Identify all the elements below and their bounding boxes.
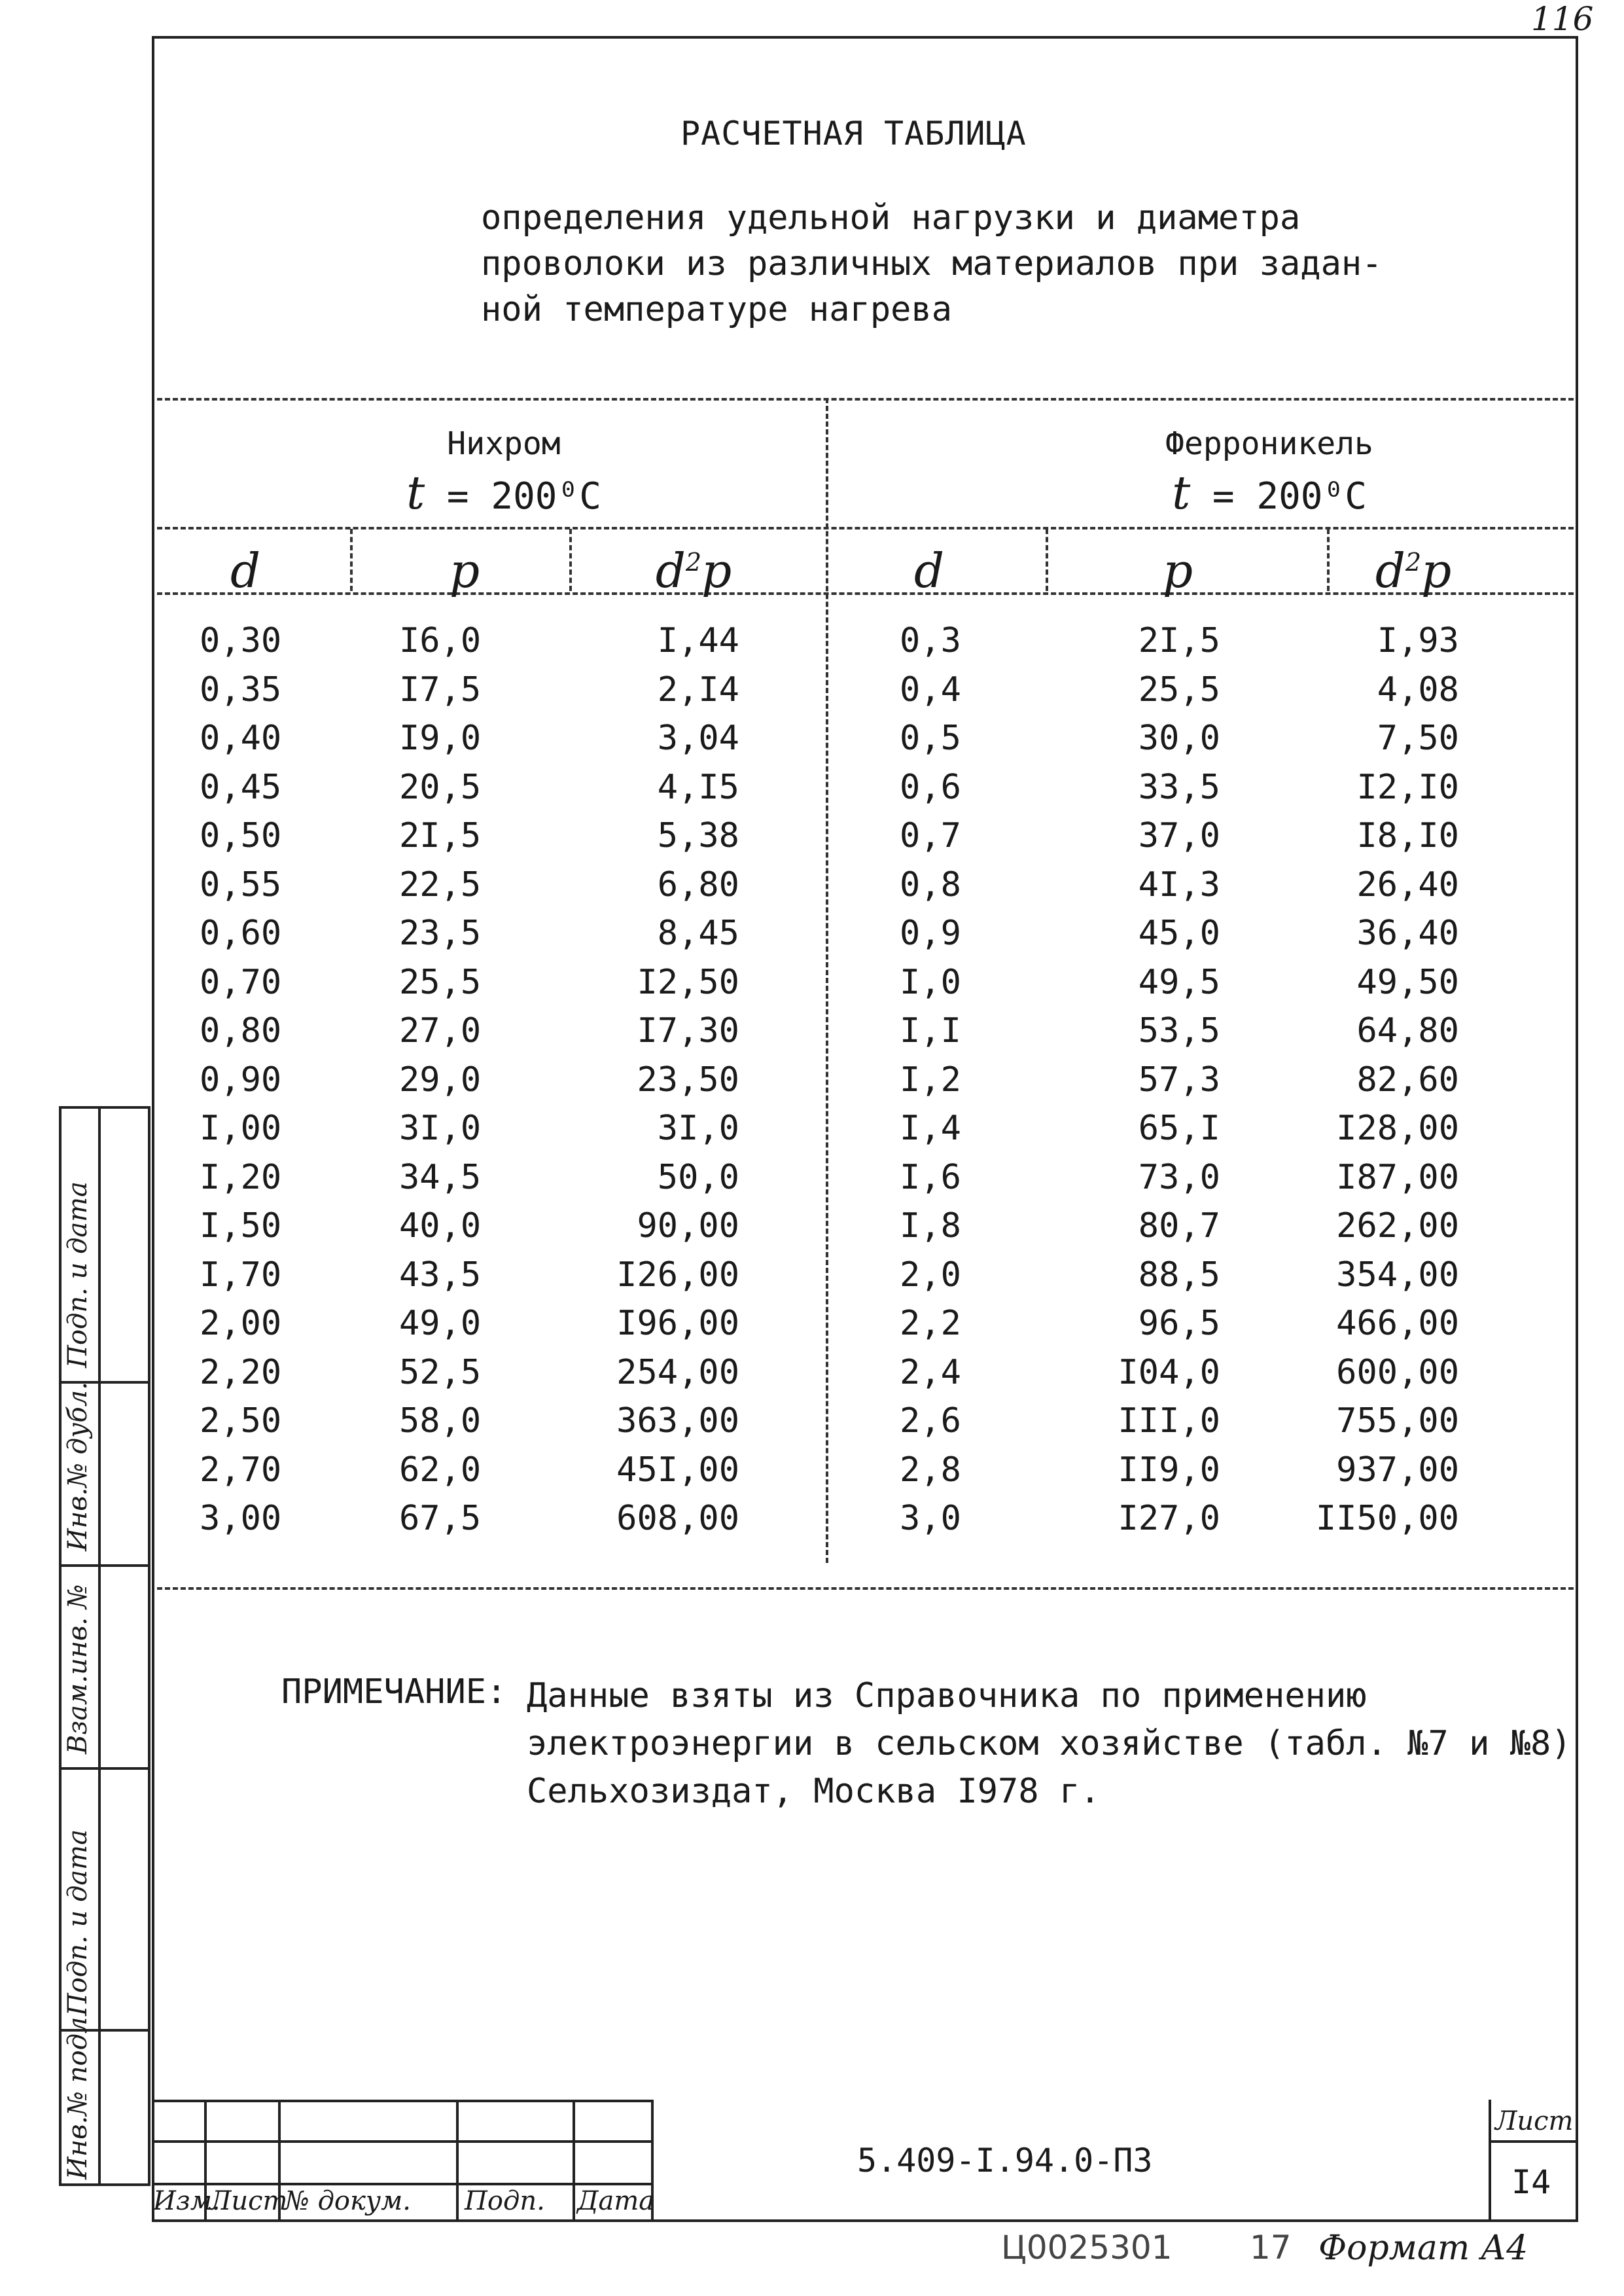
table-cell: I7,5: [399, 670, 482, 709]
table-cell: 0,5: [900, 719, 961, 758]
table-cell: 64,80: [1356, 1011, 1459, 1050]
table-cell: 80,7: [1138, 1206, 1220, 1246]
table-cell: 466,00: [1336, 1304, 1459, 1343]
table-title: РАСЧЕТНАЯ ТАБЛИЦА: [680, 115, 1027, 152]
exponent: 2: [685, 548, 702, 577]
side-label-sign-date: Подп. и дата: [63, 1829, 93, 2016]
table-cell: 3I,0: [399, 1109, 482, 1148]
note-label: ПРИМЕЧАНИЕ:: [281, 1672, 507, 1712]
table-cell: 45I,00: [616, 1450, 739, 1490]
d-symbol: d: [1375, 543, 1405, 598]
stamp-label-signature: Подп.: [465, 2186, 545, 2216]
table-cell: 62,0: [399, 1450, 482, 1490]
stamp-rule: [152, 2183, 652, 2185]
table-cell: I,20: [200, 1157, 282, 1197]
table-cell: 0,80: [200, 1011, 282, 1050]
nichrome-d2p-column: [576, 617, 739, 1543]
table-cell: 0,50: [200, 816, 282, 855]
table-cell: I87,00: [1336, 1157, 1459, 1197]
temp-value: = 200⁰C: [1212, 475, 1367, 518]
table-cell: I,44: [657, 621, 739, 660]
temp-value: = 200⁰C: [446, 475, 601, 518]
table-cell: 96,5: [1138, 1304, 1220, 1343]
table-cell: 2,20: [200, 1352, 282, 1392]
table-cell: 608,00: [616, 1499, 739, 1538]
col-header-d2p: [1348, 543, 1479, 598]
col-divider: [1327, 529, 1330, 591]
table-cell: I,93: [1377, 621, 1459, 660]
stamp-rule: [1489, 2140, 1578, 2143]
col-divider: [1046, 529, 1048, 591]
stamp-label-change: Изм.: [153, 2186, 221, 2216]
table-cell: I,6: [900, 1157, 961, 1197]
table-cell: 22,5: [399, 865, 482, 905]
table-subtitle: определения удельной нагрузки и диаметра проволоки из различных материалов при задан- ной температуре нагрева: [481, 198, 1383, 329]
table-cell: I9,0: [399, 719, 482, 758]
document-code: 5.409-I.94.0-ПЗ: [857, 2142, 1153, 2179]
table-bottom-rule: [157, 1587, 1574, 1590]
table-cell: I2,I0: [1356, 767, 1459, 807]
table-cell: I28,00: [1336, 1109, 1459, 1148]
side-label-replace-inv: Взам.инв. №: [63, 1584, 93, 1754]
ferronickel-p-column: [1080, 617, 1220, 1543]
inventory-number: Ц0025301: [1001, 2229, 1173, 2267]
table-cell: 23,50: [637, 1060, 739, 1100]
table-cell: 25,5: [1138, 670, 1220, 709]
table-cell: 20,5: [399, 767, 482, 807]
table-cell: 73,0: [1138, 1157, 1220, 1197]
table-cell: I2,50: [637, 962, 739, 1002]
stamp-col-line: [573, 2100, 575, 2222]
table-cell: 2,I4: [657, 670, 739, 709]
table-cell: 23,5: [399, 914, 482, 953]
table-cell: 37,0: [1138, 816, 1220, 855]
stamp-rule: [152, 2140, 652, 2143]
table-cell: I27,0: [1118, 1499, 1220, 1538]
table-cell: 52,5: [399, 1352, 482, 1392]
table-cell: 53,5: [1138, 1011, 1220, 1050]
col-header-d2p: [628, 543, 759, 598]
table-cell: 0,9: [900, 914, 961, 953]
stamp-label-sheet: Лист: [209, 2186, 288, 2216]
table-cell: 4I,3: [1138, 865, 1220, 905]
table-cell: 2,6: [900, 1401, 961, 1441]
paper-format: Формат А4: [1318, 2229, 1528, 2268]
table-cell: 4,I5: [657, 767, 739, 807]
sheet-label: Лист: [1495, 2106, 1574, 2136]
copy-number: 17: [1250, 2229, 1292, 2267]
table-cell: 88,5: [1138, 1255, 1220, 1295]
table-cell: 58,0: [399, 1401, 482, 1441]
table-cell: I7,30: [637, 1011, 739, 1050]
stamp-label-date: Дата: [577, 2186, 655, 2216]
table-cell: 33,5: [1138, 767, 1220, 807]
side-label-inv-dupl: Инв.№ дубл.: [63, 1382, 93, 1551]
table-cell: 2,0: [900, 1255, 961, 1295]
table-cell: 3,0: [900, 1499, 961, 1538]
group-temp-ferronickel: [1040, 466, 1498, 520]
table-cell: 2,2: [900, 1304, 961, 1343]
table-cell: 354,00: [1336, 1255, 1459, 1295]
table-cell: 43,5: [399, 1255, 482, 1295]
table-cell: 363,00: [616, 1401, 739, 1441]
table-cell: 0,90: [200, 1060, 282, 1100]
table-cell: I,8: [900, 1206, 961, 1246]
col-header-p: p: [449, 543, 480, 598]
table-cell: 0,55: [200, 865, 282, 905]
table-top-rule: [157, 398, 1574, 401]
col-header-d: d: [230, 543, 261, 598]
table-cell: I96,00: [616, 1304, 739, 1343]
table-cell: 0,60: [200, 914, 282, 953]
table-cell: 34,5: [399, 1157, 482, 1197]
group-temp-nichrome: [275, 466, 733, 520]
table-cell: 3,00: [200, 1499, 282, 1538]
table-cell: 3I,0: [657, 1109, 739, 1148]
stamp-col-line: [456, 2100, 459, 2222]
side-divider: [59, 1767, 150, 1770]
table-cell: 65,I: [1138, 1109, 1220, 1148]
temp-symbol: t: [406, 466, 425, 520]
table-cell: I,50: [200, 1206, 282, 1246]
table-cell: 0,40: [200, 719, 282, 758]
table-cell: 3,04: [657, 719, 739, 758]
table-cell: III,0: [1118, 1401, 1220, 1441]
note-text: Данные взяты из Справочника по применению электроэнергии в сельском хозяйстве (табл. №7 и №8) Сельхозиздат, Москва I978 г.: [527, 1676, 1572, 1811]
table-cell: 27,0: [399, 1011, 482, 1050]
table-cell: 49,5: [1138, 962, 1220, 1002]
table-cell: 5,38: [657, 816, 739, 855]
table-cell: I,70: [200, 1255, 282, 1295]
side-label-sign-date: Подп. и дата: [63, 1181, 93, 1368]
table-cell: I26,00: [616, 1255, 739, 1295]
table-cell: I,I: [900, 1011, 961, 1050]
table-cell: 262,00: [1336, 1206, 1459, 1246]
table-cell: 40,0: [399, 1206, 482, 1246]
table-cell: 755,00: [1336, 1401, 1459, 1441]
table-cell: 2,70: [200, 1450, 282, 1490]
table-cell: 90,00: [637, 1206, 739, 1246]
p-symbol: p: [1421, 543, 1452, 598]
header-rule-upper: [157, 527, 1574, 529]
table-cell: 49,50: [1356, 962, 1459, 1002]
table-cell: 0,6: [900, 767, 961, 807]
table-cell: 0,7: [900, 816, 961, 855]
side-inner-line: [98, 1106, 101, 2186]
stamp-rule: [152, 2100, 652, 2102]
table-cell: 45,0: [1138, 914, 1220, 953]
table-cell: I8,I0: [1356, 816, 1459, 855]
table-cell: 0,3: [900, 621, 961, 660]
col-header-d: d: [913, 543, 945, 598]
table-cell: I,4: [900, 1109, 961, 1148]
table-cell: 57,3: [1138, 1060, 1220, 1100]
table-cell: I04,0: [1118, 1352, 1220, 1392]
table-cell: I,00: [200, 1109, 282, 1148]
sheet-number: I4: [1511, 2163, 1551, 2201]
d-symbol: d: [655, 543, 686, 598]
table-cell: II9,0: [1118, 1450, 1220, 1490]
table-cell: I,0: [900, 962, 961, 1002]
table-cell: 30,0: [1138, 719, 1220, 758]
table-cell: 2I,5: [399, 816, 482, 855]
stamp-label-doc-no: № докум.: [285, 2186, 411, 2216]
nichrome-d-column: [200, 617, 330, 1543]
table-cell: 2,8: [900, 1450, 961, 1490]
table-cell: 6,80: [657, 865, 739, 905]
table-cell: 82,60: [1356, 1060, 1459, 1100]
table-cell: 2,4: [900, 1352, 961, 1392]
p-symbol: p: [701, 543, 732, 598]
col-divider: [350, 529, 353, 591]
temp-symbol: t: [1172, 466, 1191, 520]
table-cell: 0,35: [200, 670, 282, 709]
table-cell: 36,40: [1356, 914, 1459, 953]
table-cell: 26,40: [1356, 865, 1459, 905]
table-cell: 8,45: [657, 914, 739, 953]
col-divider: [569, 529, 572, 591]
table-cell: 25,5: [399, 962, 482, 1002]
table-cell: 2,00: [200, 1304, 282, 1343]
table-cell: 7,50: [1377, 719, 1459, 758]
group-divider: [826, 398, 828, 1563]
table-cell: 254,00: [616, 1352, 739, 1392]
table-cell: 50,0: [657, 1157, 739, 1197]
table-cell: 0,4: [900, 670, 961, 709]
nichrome-p-column: [399, 617, 530, 1543]
side-divider: [59, 1564, 150, 1567]
ferronickel-d-column: [900, 617, 1031, 1543]
stamp-col-line: [1489, 2100, 1491, 2222]
table-cell: I6,0: [399, 621, 482, 660]
exponent: 2: [1405, 548, 1422, 577]
table-cell: 2,50: [200, 1401, 282, 1441]
table-cell: 67,5: [399, 1499, 482, 1538]
table-cell: I,2: [900, 1060, 961, 1100]
table-cell: II50,00: [1315, 1499, 1459, 1538]
table-cell: 4,08: [1377, 670, 1459, 709]
table-cell: 937,00: [1336, 1450, 1459, 1490]
table-cell: 49,0: [399, 1304, 482, 1343]
table-cell: 600,00: [1336, 1352, 1459, 1392]
page-number: 116: [1531, 0, 1594, 38]
table-cell: 0,70: [200, 962, 282, 1002]
ferronickel-d2p-column: [1282, 617, 1459, 1543]
group-title-ferronickel: Ферроникель: [1165, 425, 1373, 462]
table-cell: 0,30: [200, 621, 282, 660]
table-cell: 0,45: [200, 767, 282, 807]
table-cell: 0,8: [900, 865, 961, 905]
group-title-nichrome: Нихром: [447, 425, 561, 462]
col-header-p: p: [1162, 543, 1193, 598]
table-cell: 29,0: [399, 1060, 482, 1100]
table-cell: 2I,5: [1138, 621, 1220, 660]
side-label-inv-orig: Инв.№ подл: [63, 2017, 93, 2179]
